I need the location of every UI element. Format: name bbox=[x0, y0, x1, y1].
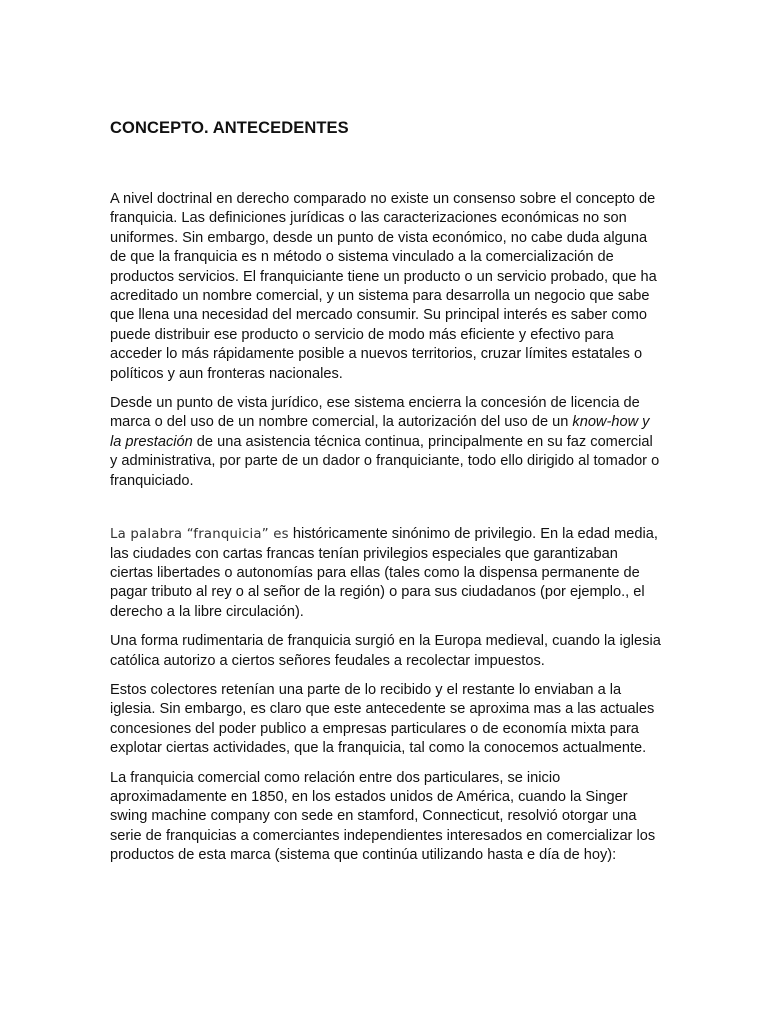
paragraph-etymology-rest: históricamente sinónimo de privilegio. En la edad media, las ciudades con cartas francas tenían privilegios especiales que garantizaban ciertas libertades o autonomías para ellas (tales como la dispensa permanente de pagar tributo al rey o al señor de la región) o para sus ciudadanos (por ejemplo., el derecho a la libre circulación). bbox=[110, 526, 658, 620]
paragraph-collectors: Estos colectores retenían una parte de lo recibido y el restante lo enviaban a la iglesia. Sin embargo, es claro que este antecedente se aproxima mas a las actuales concesiones del poder publico a empresas particulares o de economía mixta para explotar ciertas actividades, que la franquicia, tal como la conocemos actualmente. bbox=[110, 681, 655, 757]
paragraph-legal-view-italic: know-how y la prestación bbox=[110, 414, 650, 450]
document-body bbox=[110, 118, 662, 876]
paragraph-etymology bbox=[110, 525, 662, 622]
paragraph-concept: A nivel doctrinal en derecho comparado no existe un consenso sobre el concepto de franquicia. Las definiciones jurídicas o las caracterizaciones económicas no son uniformes. Sin embargo, desde un punto de vista económico, no cabe duda alguna de que la franquicia es n método o sistema vinculado a la comercialización de productos servicios. El franquiciante tiene un producto o un servicio probado, que ha acreditado un nombre comercial, y un sistema para desarrolla un negocio que sabe que llena una necesidad del mercado consumir. Su principal interés es saber como puede distribuir ese producto o servicio de modo más eficiente y efectivo para acceder lo más rápidamente posible a nuevos territorios, cruzar límites estatales o políticos y aun fronteras nacionales. bbox=[110, 191, 657, 382]
paragraph-legal-view-start: Desde un punto de vista jurídico, ese sistema encierra la concesión de licencia de marca o del uso de un nombre comercial, la autorización del uso de un bbox=[110, 395, 640, 431]
paragraph-etymology-lead: La palabra “franquicia” es bbox=[110, 527, 289, 543]
paragraph-legal-view-end: de una asistencia técnica continua, principalmente en su faz comercial y administrativa, por parte de un dador o franquiciante, todo ello dirigido al tomador o franquiciado. bbox=[110, 433, 660, 489]
section-heading: CONCEPTO. ANTECEDENTES bbox=[110, 119, 349, 137]
paragraph-medieval: Una forma rudimentaria de franquicia surgió en la Europa medieval, cuando la iglesia católica autorizo a ciertos señores feudales a recolectar impuestos. bbox=[110, 633, 661, 669]
paragraph-legal-view bbox=[110, 394, 662, 491]
paragraph-singer: La franquicia comercial como relación entre dos particulares, se inicio aproximadamente en 1850, en los estados unidos de América, cuando la Singer swing machine company con sede en stamford, Connecticut, resolvió otorgar una serie de franquicias a comerciantes independientes interesados en comercializar los productos de esta marca (sistema que continúa utilizando hasta e día de hoy): bbox=[110, 769, 656, 864]
